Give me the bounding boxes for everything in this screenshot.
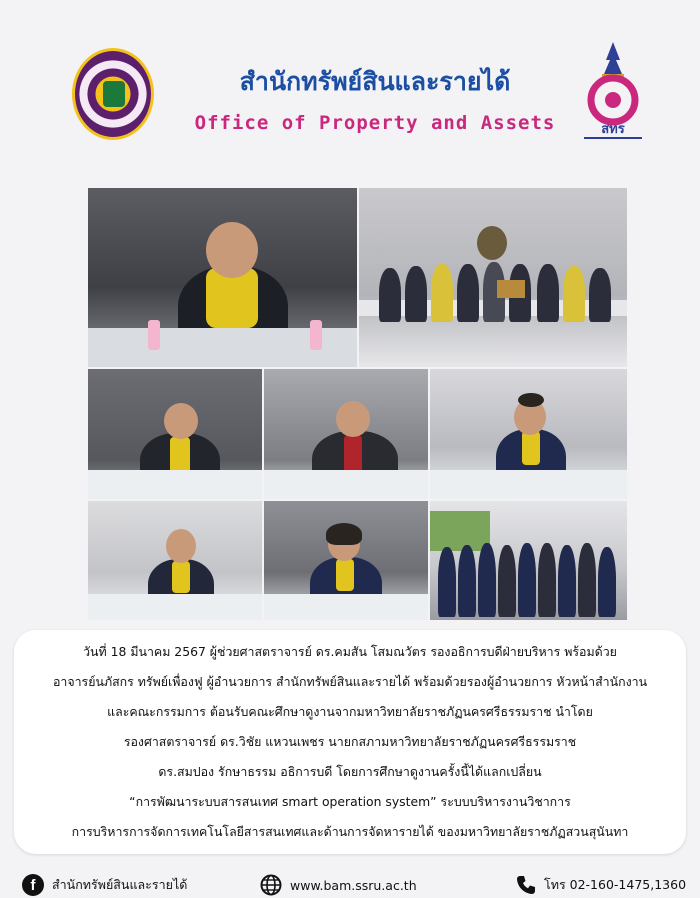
office-title-thai: สำนักทรัพย์สินและรายได้ bbox=[239, 67, 511, 96]
photo-group-standing bbox=[430, 501, 627, 620]
facebook-icon: f bbox=[22, 874, 44, 896]
globe-icon bbox=[260, 874, 282, 896]
content-line-5: ดร.สมปอง รักษาธรรม อธิการบดี โดยการศึกษาดูงานครั้งนี้ได้แลกเปลี่ยน bbox=[158, 764, 542, 779]
photo-vice-president-speaking bbox=[88, 188, 357, 367]
office-logo bbox=[578, 40, 648, 142]
photo-staff-woman-listening bbox=[88, 501, 262, 620]
photo-staff-woman-seated bbox=[430, 369, 627, 499]
photo-official-reading bbox=[264, 369, 428, 499]
footer-facebook[interactable] bbox=[22, 873, 187, 897]
photo-staff-woman-smiling bbox=[264, 501, 428, 620]
content-line-4: รองศาสตราจารย์ ดร.วิชัย แหวนเพชร นายกสภามหาวิทยาลัยราชภัฏนครศรีธรรมราช bbox=[123, 734, 577, 749]
content-line-3: และคณะกรรมการ ต้อนรับคณะศึกษาดูงานจากมหาวิทยาลัยราชภัฏนครศรีธรรมราช นำโดย bbox=[107, 704, 593, 719]
phone-icon bbox=[516, 875, 536, 895]
footer-website[interactable] bbox=[260, 873, 417, 897]
footer-phone[interactable] bbox=[516, 873, 686, 897]
photo-group-plaque-presentation bbox=[359, 188, 627, 367]
phone-number: โทร 02-160-1475,1360 bbox=[544, 877, 687, 892]
content-line-6: “การพัฒนาระบบสารสนเทศ smart operation system” ระบบบริหารงานวิชาการ bbox=[129, 794, 571, 809]
university-logo bbox=[72, 48, 154, 140]
content-line-1: วันที่ 18 มีนาคม 2567 ผู้ช่วยศาสตราจารย์ ดร.คมสัน โสมณวัตร รองอธิการบดีฝ่ายบริหาร พร้อมด้วย bbox=[83, 644, 617, 659]
news-content-card bbox=[14, 630, 686, 854]
website-url: www.bam.ssru.ac.th bbox=[290, 877, 417, 893]
header bbox=[0, 0, 700, 175]
content-line-7: การบริหารการจัดการเทคโนโลยีสารสนเทศและด้านการจัดหารายได้ ของมหาวิทยาลัยราชภัฏสวนสุนันทา bbox=[71, 824, 629, 839]
photo-official-seated-left bbox=[88, 369, 262, 499]
office-logo-text: สทร bbox=[601, 122, 625, 137]
content-line-2: อาจารย์นภัสกร ทรัพย์เพื่องฟู ผู้อำนวยการ สำนักทรัพย์สินและรายได้ พร้อมด้วยรองผู้อำนวยการ หัวหน้าสำนักงาน bbox=[52, 674, 648, 689]
office-title-english: Office of Property and Assets bbox=[194, 112, 556, 134]
facebook-label: สำนักทรัพย์สินและรายได้ bbox=[52, 877, 188, 892]
university-seal-icon bbox=[103, 81, 125, 107]
